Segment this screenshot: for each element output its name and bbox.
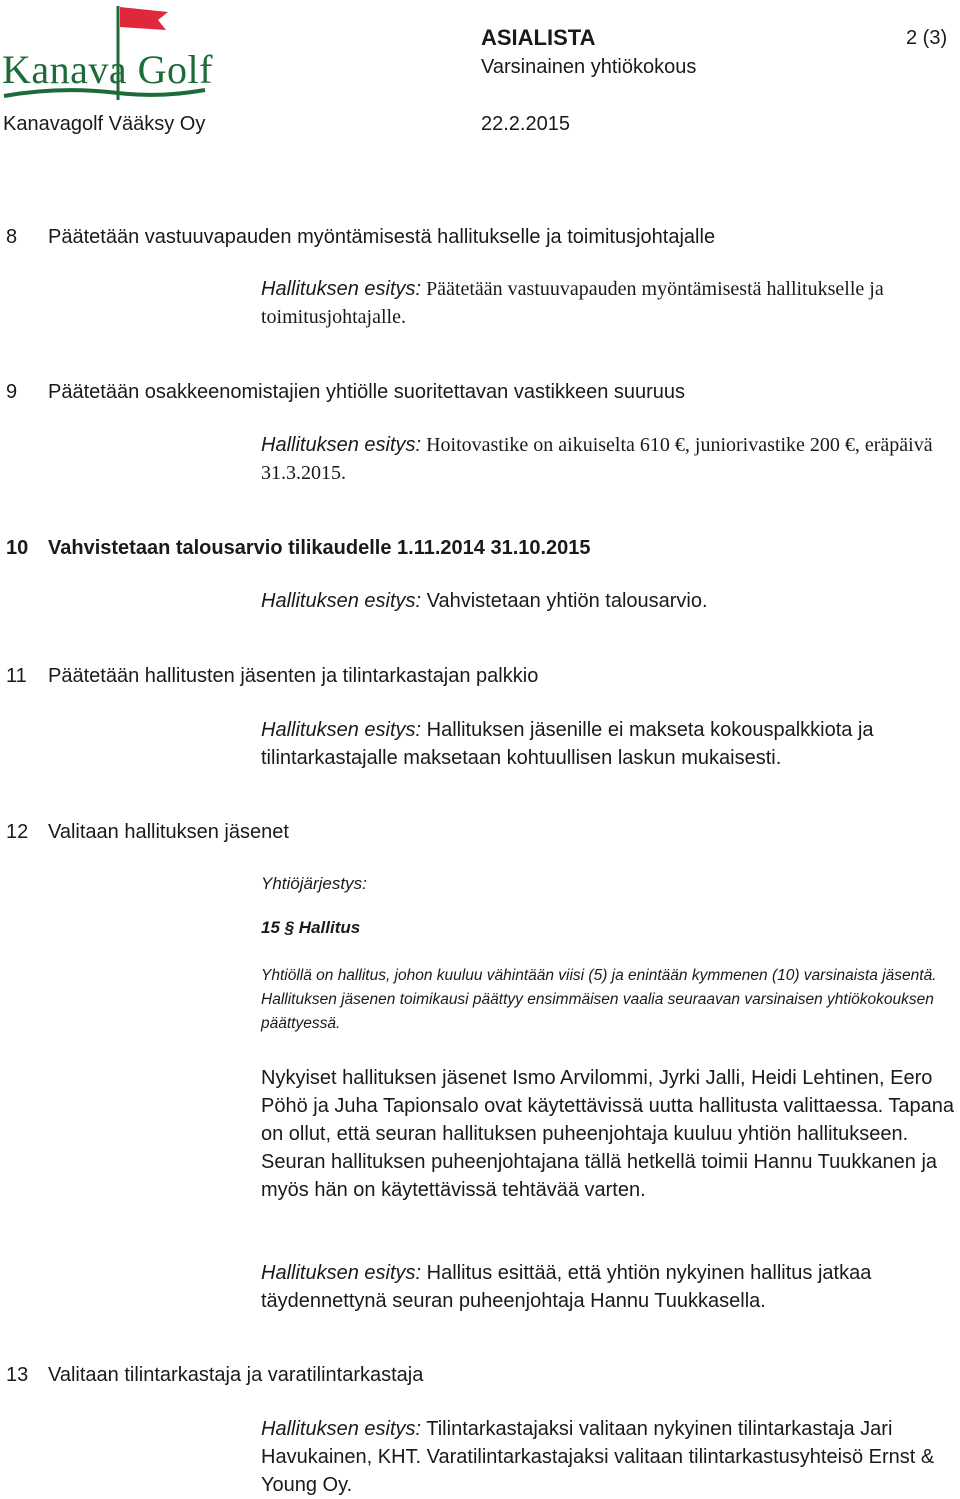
proposal-label: Hallituksen esitys: [261, 590, 422, 612]
proposal-text: Vahvistetaan yhtiön talousarvio. [426, 590, 708, 612]
item-title: Valitaan tilintarkastaja ja varatilintarkastaja [48, 1364, 424, 1386]
agenda-item-8-proposal [261, 275, 956, 331]
agenda-item-12-proposal [261, 1259, 956, 1315]
proposal-label: Hallituksen esitys: [261, 1418, 422, 1440]
proposal-label: Hallituksen esitys: [261, 278, 422, 300]
articles-label: Yhtiöjärjestys: [261, 874, 367, 893]
company-logo [0, 0, 213, 108]
agenda-item-13-heading [6, 1364, 906, 1390]
item-title: Vahvistetaan talousarvio tilikaudelle 1.11.2014 31.10.2015 [48, 537, 591, 559]
item-number: 10 [6, 537, 29, 559]
proposal-text: Tilintarkastajaksi valitaan nykyinen tilintarkastaja Jari Havukainen, KHT. Varatilintarkastajaksi valitaan tilintarkastusyhteisö Ernst & Young Oy. [261, 1418, 935, 1496]
page-number: 2 (3) [906, 27, 948, 49]
agenda-item-10-heading [6, 537, 906, 563]
document-title: ASIALISTA [481, 25, 596, 50]
proposal-text: Hallituksen jäsenille ei makseta kokouspalkkiota ja tilintarkastajalle maksetaan kohtuullisen laskun mukaisesti. [261, 719, 874, 769]
item-title: Päätetään hallitusten jäsenten ja tilintarkastajan palkkio [48, 665, 539, 687]
proposal-text: Hallitus esittää, että yhtiön nykyinen hallitus jatkaa täydennettynä seuran puheenjohtaja Hannu Tuukkasella. [261, 1262, 872, 1312]
item-number: 12 [6, 821, 29, 843]
item-title: Valitaan hallituksen jäsenet [48, 821, 289, 843]
agenda-item-10-proposal [261, 587, 956, 615]
agenda-item-13-proposal [261, 1415, 956, 1499]
item-number: 11 [6, 665, 27, 687]
item-number: 9 [6, 381, 18, 403]
proposal-label: Hallituksen esitys: [261, 434, 422, 456]
agenda-item-11-proposal [261, 716, 956, 772]
agenda-item-9-heading [6, 381, 906, 407]
item-title: Päätetään osakkeenomistajien yhtiölle suoritettavan vastikkeen suuruus [48, 381, 686, 403]
current-members-text: Nykyiset hallituksen jäsenet Ismo Arvilommi, Jyrki Jalli, Heidi Lehtinen, Eero Pöhö ja Juha Tapionsalo ovat käytettävissä uutta hallitusta valittaessa. Tapana on ollut, että seuran hallituksen puheenjohtaja kuuluu yhtiön hallitukseen. Seuran hallituksen puheenjohtajana tällä hetkellä toimii Hannu Tuukkanen ja myös hän on käytettävissä tehtävää varten. [261, 1067, 955, 1201]
agenda-item-9-proposal [261, 431, 956, 487]
agenda-item-11-heading [6, 665, 906, 691]
agenda-item-12-heading [6, 821, 906, 847]
article-heading: 15 § Hallitus [261, 918, 361, 937]
proposal-text: Päätetään vastuuvapauden myöntämisestä hallitukselle ja toimitusjohtajalle. [261, 278, 884, 328]
item-number: 13 [6, 1364, 29, 1386]
document-date: 22.2.2015 [481, 113, 570, 135]
proposal-label: Hallituksen esitys: [261, 719, 422, 741]
proposal-text: Hoitovastike on aikuiselta 610 €, juniorivastike 200 €, eräpäivä 31.3.2015. [261, 434, 933, 484]
company-name: Kanavagolf Vääksy Oy [3, 113, 206, 135]
meeting-name: Varsinainen yhtiökokous [481, 56, 697, 78]
logo-text: Kanava Golf [2, 47, 213, 92]
proposal-label: Hallituksen esitys: [261, 1262, 422, 1284]
item-number: 8 [6, 226, 18, 248]
article-text: Yhtiöllä on hallitus, johon kuuluu vähintään viisi (5) ja enintään kymmenen (10) varsinaista jäsentä. Hallituksen jäsenen toimikausi päättyy ensimmäisen vaalia seuraavan varsinaisen yhtiökokouksen päättyessä. [261, 967, 937, 1032]
agenda-item-8-heading [6, 226, 906, 252]
item-title: Päätetään vastuuvapauden myöntämisestä hallitukselle ja toimitusjohtajalle [48, 226, 716, 248]
